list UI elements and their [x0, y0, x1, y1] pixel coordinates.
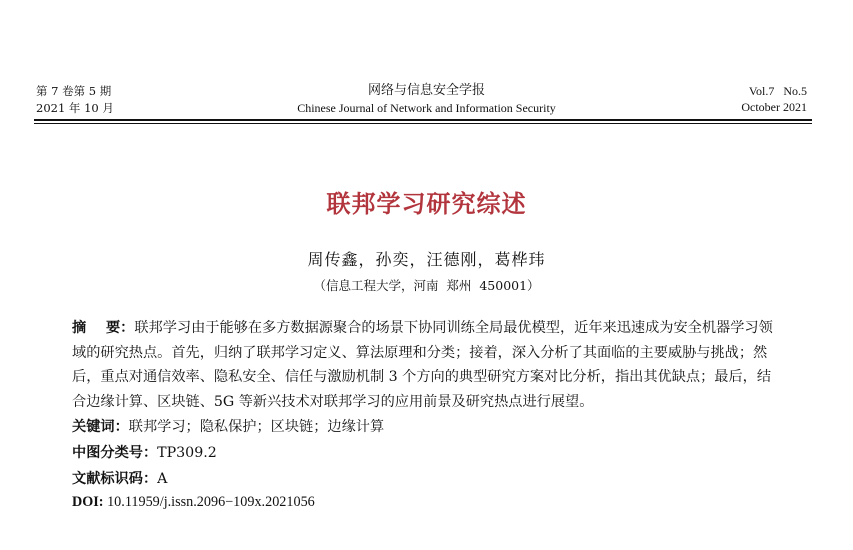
clc-value: TP309.2: [157, 445, 217, 461]
journal-name-cn: 网络与信息安全学报: [367, 83, 485, 98]
doi-value: 10.11959/j.issn.2096−109x.2021056: [103, 494, 315, 510]
header-rule-thin: [34, 123, 812, 124]
keywords-value: 联邦学习；隐私保护；区块链；边缘计算: [128, 419, 385, 435]
volume-issue-en: Vol.7 No.5: [748, 84, 807, 98]
issue-info-en: [741, 83, 807, 115]
volume-issue-cn: 第 7 卷第 5 期: [36, 84, 112, 98]
keywords-label: 关键词：: [72, 419, 129, 435]
article-affiliation: （信息工程大学，河南 郑州 450001）: [313, 278, 540, 293]
article-title: 联邦学习研究综述: [326, 190, 527, 218]
doi: [72, 494, 315, 511]
document-code-value: A: [157, 471, 168, 487]
clc-label: 中图分类号：: [72, 445, 158, 461]
date-en: October 2021: [741, 100, 807, 114]
article-authors: 周传鑫，孙奕，汪德刚，葛桦玮: [307, 250, 546, 269]
keywords: [72, 416, 384, 436]
clc-number: [72, 442, 217, 462]
abstract-label: 摘 要：: [72, 320, 135, 336]
journal-name: [0, 83, 853, 115]
date-cn: 2021 年 10 月: [36, 101, 114, 115]
document-code: [72, 468, 167, 488]
abstract-text: 联邦学习由于能够在多方数据源聚合的场景下协同训练全局最优模型，近年来迅速成为安全机器学习领域的研究热点。首先，归纳了联邦学习定义、算法原理和分类；接着，深入分析了其面临的主要威胁与挑战；然后，重点对通信效率、隐私安全、信任与激励机制 3 个方向的典型研究方案对比分析，指出其优缺点；最后，结合边缘计算、区块链、5G 等新兴技术对联邦学习的应用前景及研究热点进行展望。: [72, 320, 773, 410]
abstract: [72, 316, 780, 414]
document-code-label: 文献标识码：: [72, 471, 158, 487]
header-rule-thick: [34, 119, 812, 121]
journal-name-en: Chinese Journal of Network and Information Security: [297, 101, 556, 115]
doi-label: DOI:: [72, 494, 104, 510]
